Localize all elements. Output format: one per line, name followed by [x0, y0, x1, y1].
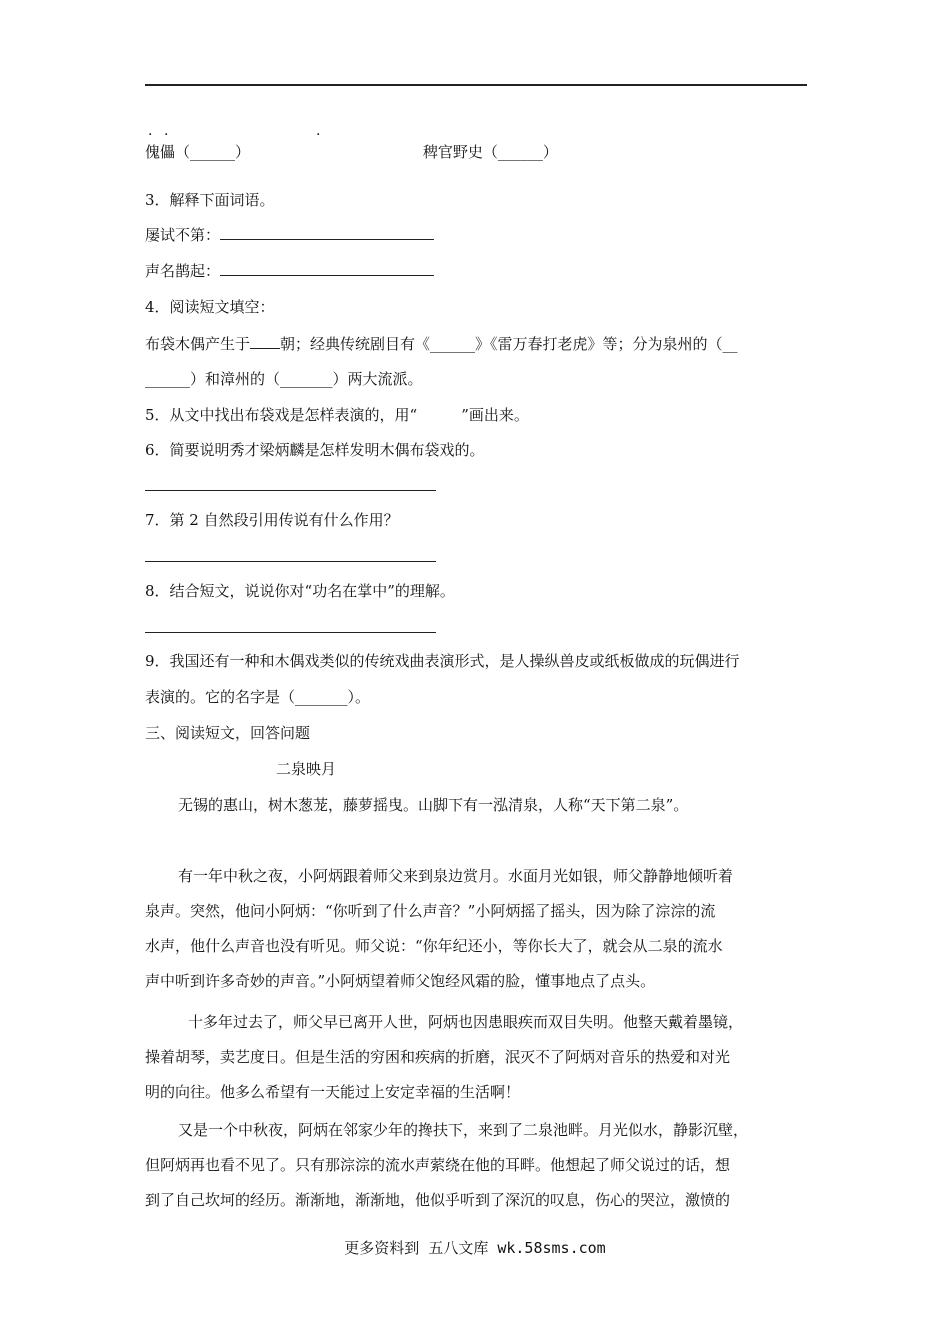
passage-paragraph-3: 十多年过去了，师父早已离开人世，阿炳也因患眼疾而双目失明。他整天戴着墨镜， 操着胡琴，卖艺度日。但是生活的穷困和疾病的折磨，泯灭不了阿炳对音乐的热爱和对光 明的向往。他多么希望有一天能过上安定幸福的生活啊！	[145, 1013, 744, 1101]
emphasis-dot: .	[316, 123, 321, 139]
question-9-row-2: 表演的。它的名字是（_______）。	[145, 688, 371, 706]
term-label: 声名鹊起：	[145, 262, 221, 280]
question-6: 6．简要说明秀才梁炳麟是怎样发明木偶布袋戏的。	[145, 441, 485, 459]
section-3-heading: 三、阅读短文，回答问题	[145, 724, 311, 742]
passage-paragraph-2: 有一年中秋之夜，小阿炳跟着师父来到泉边赏月。水面月光如银，师父静静地倾听着 泉声。突然，他问小阿炳：“你听到了什么声音？”小阿炳摇了摇头，因为除了淙淙的流 水声，他什么声音也没有听见。师父说：“你年纪还小，等你长大了，就会从二泉的流水 声中听到许多奇妙的声音。”小阿炳望着师父饱经风霜的脸，懂事地点了点头。	[145, 867, 734, 990]
answer-line[interactable]	[145, 561, 436, 562]
word-baiguanyeshi: 稗官野史	[422, 143, 483, 161]
pinyin-row	[145, 142, 558, 162]
footer-link[interactable]: 更多资料到 五八文库 wk.58sms.com	[344, 1239, 606, 1257]
question-3: 3．解释下面词语。	[145, 191, 275, 209]
answer-line[interactable]	[220, 225, 434, 240]
answer-blank[interactable]: （______）	[482, 143, 558, 161]
answer-blank[interactable]: （______）	[175, 143, 251, 161]
answer-line[interactable]	[145, 490, 436, 491]
question-8: 8．结合短文，说说你对“功名在掌中”的理解。	[145, 582, 455, 600]
emphasis-dot: .	[164, 123, 169, 139]
answer-line[interactable]	[145, 632, 436, 633]
question-4: 4．阅读短文填空：	[145, 298, 275, 316]
word-kuilei: 傀儡	[145, 143, 176, 161]
question-4-row-1: 布袋木偶产生于 朝；经典传统剧目有《______》《雷万春打老虎》等；分为泉州的（__	[145, 335, 738, 353]
answer-blank[interactable]	[250, 334, 280, 349]
question-7: 7．第 2 自然段引用传说有什么作用？	[145, 511, 399, 529]
question-5: 5．从文中找出布袋戏是怎样表演的，用“ ”画出来。	[145, 406, 529, 424]
passage-paragraph-1: 无锡的惠山，树木葱茏，藤萝摇曳。山脚下有一泓清泉，人称“天下第二泉”。	[178, 796, 689, 814]
question-4-row-2: ______）和漳州的（_______）两大流派。	[145, 370, 423, 388]
term-label: 屡试不第：	[145, 226, 221, 244]
passage-title: 二泉映月	[276, 760, 337, 778]
term-row-2	[145, 261, 434, 281]
emphasis-dot: .	[148, 123, 153, 139]
top-rule	[145, 84, 807, 86]
term-row-1	[145, 225, 434, 245]
question-9-row-1: 9．我国还有一种和木偶戏类似的传统戏曲表演形式，是人操纵兽皮或纸板做成的玩偶进行	[145, 652, 740, 670]
passage-paragraph-4: 又是一个中秋夜，阿炳在邻家少年的搀扶下，来到了二泉池畔。月光似水，静影沉壁， 但阿炳再也看不见了。只有那淙淙的流水声萦绕在他的耳畔。他想起了师父说过的话，想 到了自己坎坷的经历。渐渐地，渐渐地，他似乎听到了深沉的叹息，伤心的哭泣，激愤的	[145, 1121, 749, 1209]
answer-line[interactable]	[220, 261, 434, 276]
